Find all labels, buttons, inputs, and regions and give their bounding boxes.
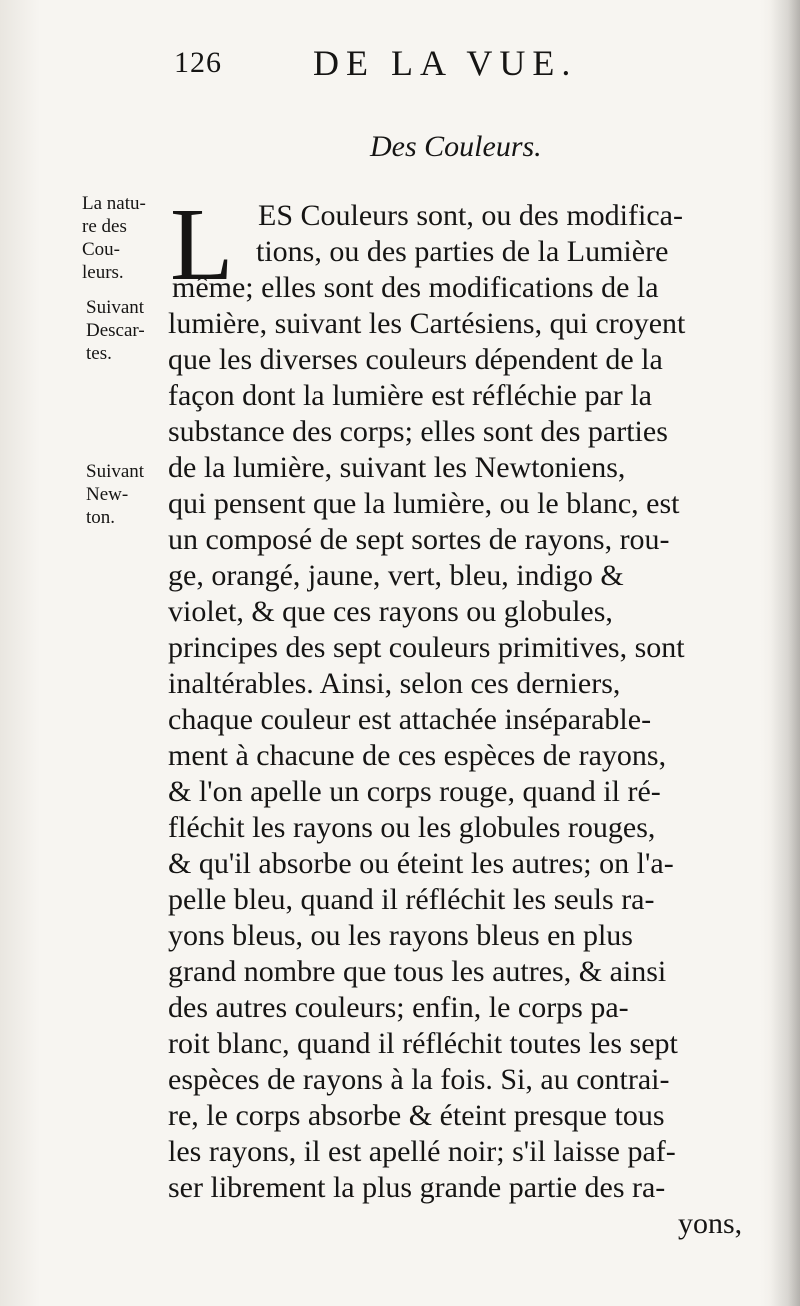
text-line: ES Couleurs sont, ou des modifica- bbox=[258, 199, 683, 232]
text-line: que les diverses couleurs dépendent de la bbox=[168, 343, 663, 376]
text-line: & qu'il absorbe ou éteint les autres; on l'a- bbox=[168, 847, 674, 880]
page-gutter-shadow bbox=[770, 0, 800, 1306]
text-line: ser librement la plus grande partie des ra- bbox=[168, 1171, 666, 1204]
text-line: & l'on apelle un corps rouge, quand il ré- bbox=[168, 775, 661, 808]
drop-cap: L bbox=[170, 187, 234, 302]
text-line: substance des corps; elles sont des parties bbox=[168, 415, 668, 448]
text-line: lumière, suivant les Cartésiens, qui croyent bbox=[168, 307, 686, 340]
text-line: pelle bleu, quand il réfléchit les seuls ra- bbox=[168, 883, 655, 916]
text-line: les rayons, il est apellé noir; s'il laisse paf- bbox=[168, 1135, 676, 1168]
text-line: re, le corps absorbe & éteint presque tous bbox=[168, 1099, 665, 1132]
text-line: violet, & que ces rayons ou globules, bbox=[168, 595, 613, 628]
margin-note-nature: La natu- re des Cou- leurs. bbox=[82, 193, 146, 283]
text-line: inaltérables. Ainsi, selon ces derniers, bbox=[168, 667, 621, 700]
text-line: ge, orangé, jaune, vert, bleu, indigo & bbox=[168, 559, 624, 592]
text-line: façon dont la lumière est réfléchie par la bbox=[168, 379, 652, 412]
page-header bbox=[0, 40, 800, 100]
margin-note-descartes: Suivant Descar- tes. bbox=[86, 297, 145, 364]
text-line: un composé de sept sortes de rayons, rou- bbox=[168, 523, 670, 556]
text-line: chaque couleur est attachée inséparable- bbox=[168, 703, 652, 736]
section-heading: Des Couleurs. bbox=[370, 130, 542, 163]
text-line: même; elles sont des modifications de la bbox=[172, 271, 659, 304]
text-line: fléchit les rayons ou les globules rouges, bbox=[168, 811, 656, 844]
text-line: grand nombre que tous les autres, & ainsi bbox=[168, 955, 667, 988]
text-line: tions, ou des parties de la Lumière bbox=[256, 235, 669, 268]
running-title: DE LA VUE. bbox=[313, 43, 578, 83]
text-line: ment à chacune de ces espèces de rayons, bbox=[168, 739, 667, 772]
text-line: yons, bbox=[678, 1207, 743, 1240]
text-line: espèces de rayons à la fois. Si, au contrai- bbox=[168, 1063, 670, 1096]
text-line: yons bleus, ou les rayons bleus en plus bbox=[168, 919, 633, 952]
text-line: qui pensent que la lumière, ou le blanc, est bbox=[168, 487, 680, 520]
margin-note-newton: Suivant New- ton. bbox=[86, 461, 145, 528]
text-line: des autres couleurs; enfin, le corps pa- bbox=[168, 991, 629, 1024]
text-line: de la lumière, suivant les Newtoniens, bbox=[168, 451, 626, 484]
text-line: roit blanc, quand il réfléchit toutes les sept bbox=[168, 1027, 678, 1060]
text-line: principes des sept couleurs primitives, sont bbox=[168, 631, 685, 664]
page-number: 126 bbox=[174, 46, 222, 79]
